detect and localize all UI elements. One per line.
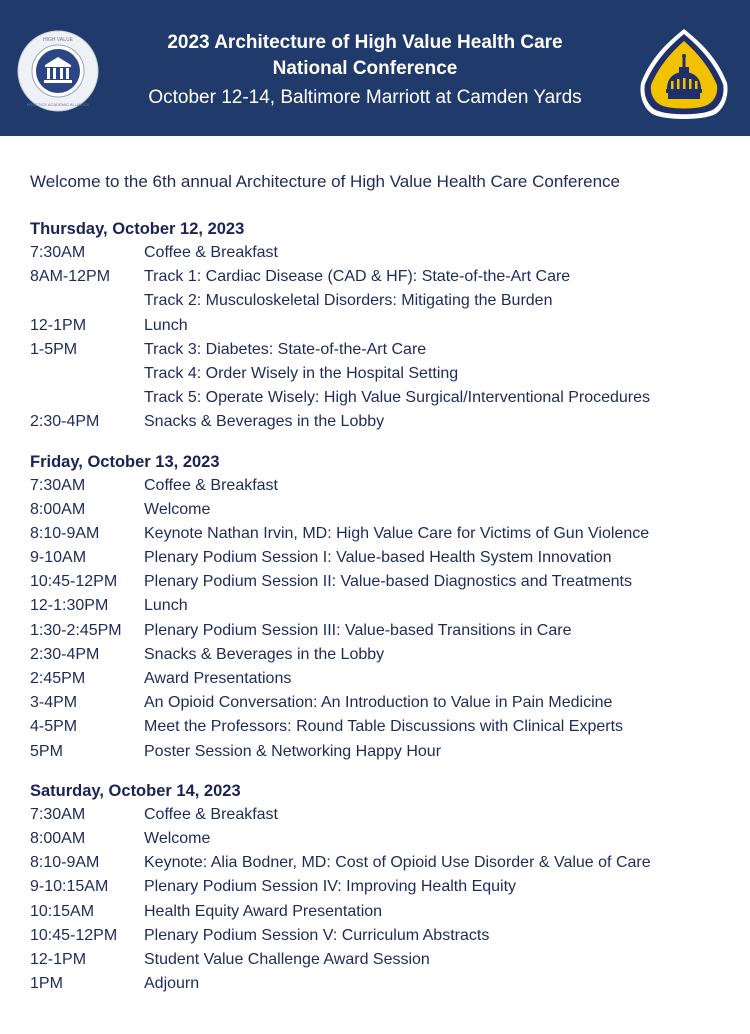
session-time: 7:30AM	[30, 476, 86, 494]
schedule-row	[30, 924, 735, 948]
schedule-row	[30, 410, 735, 434]
session-title: Plenary Podium Session I: Value-based Health System Innovation	[144, 549, 612, 567]
session-title: Lunch	[144, 316, 188, 334]
session-title: Coffee & Breakfast	[144, 244, 278, 261]
session-title: Award Presentations	[144, 670, 292, 687]
session-title: Coffee & Breakfast	[144, 476, 278, 494]
session-title: Plenary Podium Session IV: Improving Health Equity	[144, 878, 517, 896]
session-time: 8:10-9AM	[30, 524, 100, 542]
schedule-row	[30, 740, 735, 764]
session-title: Student Value Challenge Award Session	[144, 950, 430, 968]
schedule-row	[30, 265, 735, 289]
schedule-row	[30, 362, 735, 386]
session-time: 9-10:15AM	[30, 878, 109, 896]
schedule-row	[30, 241, 735, 265]
session-time: 10:45-12PM	[30, 573, 118, 591]
banner-title-line2: National Conference	[272, 58, 458, 79]
session-time	[30, 362, 144, 386]
session-time: 9-10AM	[30, 549, 87, 567]
schedule-row	[30, 900, 735, 924]
schedule-row	[30, 289, 735, 313]
session-time: 1PM	[30, 975, 63, 993]
schedule-row	[30, 803, 735, 827]
session-time	[30, 289, 144, 313]
session-title: Welcome	[144, 829, 211, 847]
session-title: Keynote: Alia Bodner, MD: Cost of Opioid Use Disorder & Value of Care	[144, 854, 651, 872]
session-title: Track 1: Cardiac Disease (CAD & HF): State-of-the-Art Care	[144, 268, 571, 286]
schedule-row	[30, 827, 735, 851]
schedule-row	[30, 667, 735, 691]
schedule-row	[30, 643, 735, 667]
schedule-row	[30, 875, 735, 899]
session-time: 7:30AM	[30, 805, 86, 823]
session-time: 7:30AM	[30, 244, 86, 261]
high-value-practice-logo-icon	[17, 30, 99, 112]
schedule-row	[30, 522, 735, 546]
schedule-row	[30, 691, 735, 715]
schedule-row	[30, 851, 735, 875]
session-time: 10:45-12PM	[30, 926, 118, 944]
logo-text-top: HIGH VALUE	[43, 37, 73, 43]
session-time	[30, 386, 144, 410]
session-title: Plenary Podium Session II: Value-based Diagnostics and Treatments	[144, 573, 632, 591]
schedule-row	[30, 338, 735, 362]
schedule-row	[30, 594, 735, 618]
session-title: Adjourn	[144, 975, 200, 993]
session-title: Track 4: Order Wisely in the Hospital Setting	[144, 364, 459, 382]
schedule-row	[30, 619, 735, 643]
session-time: 2:45PM	[30, 670, 86, 687]
session-time: 12-1:30PM	[30, 597, 109, 615]
session-title: Meet the Professors: Round Table Discussions with Clinical Experts	[144, 718, 624, 736]
session-title: Track 2: Musculoskeletal Disorders: Mitigating the Burden	[144, 292, 553, 310]
session-title: Poster Session & Networking Happy Hour	[144, 742, 442, 760]
schedule-row	[30, 474, 735, 498]
day-heading: Thursday, October 12, 2023	[30, 220, 245, 238]
session-title: Plenary Podium Session V: Curriculum Abstracts	[144, 926, 490, 944]
session-time: 8:10-9AM	[30, 854, 100, 872]
session-time: 12-1PM	[30, 950, 87, 968]
session-title: Track 5: Operate Wisely: High Value Surgical/Interventional Procedures	[144, 389, 651, 407]
session-time: 8:00AM	[30, 500, 86, 518]
schedule-row	[30, 498, 735, 522]
session-title: Snacks & Beverages in the Lobby	[144, 645, 385, 663]
header-banner	[0, 0, 750, 136]
session-time: 1-5PM	[30, 340, 78, 358]
banner-title-line1: 2023 Architecture of High Value Health Care	[167, 32, 563, 53]
welcome-text: Welcome to the 6th annual Architecture of High Value Health Care Conference	[30, 172, 620, 191]
day-heading: Friday, October 13, 2023	[30, 452, 220, 471]
schedule-row	[30, 948, 735, 972]
session-time: 12-1PM	[30, 316, 87, 334]
day-section	[30, 450, 735, 764]
schedule	[30, 217, 735, 1011]
logo-text-bottom: PRACTICE ACADEMIC ALLIANCE	[26, 102, 90, 107]
schedule-row	[30, 386, 735, 410]
session-time: 2:30-4PM	[30, 645, 100, 663]
session-title: Lunch	[144, 597, 188, 615]
session-title: Snacks & Beverages in the Lobby	[144, 413, 385, 431]
schedule-row	[30, 546, 735, 570]
schedule-row	[30, 715, 735, 739]
day-section	[30, 217, 735, 435]
schedule-row	[30, 314, 735, 338]
session-time: 10:15AM	[30, 902, 95, 920]
session-title: An Opioid Conversation: An Introduction to Value in Pain Medicine	[144, 694, 613, 712]
session-title: Health Equity Award Presentation	[144, 902, 383, 920]
session-time: 4-5PM	[30, 718, 78, 736]
session-time: 1:30-2:45PM	[30, 621, 122, 639]
session-time: 5PM	[30, 742, 63, 760]
session-time: 8AM-12PM	[30, 268, 111, 286]
session-title: Coffee & Breakfast	[144, 805, 278, 823]
banner-subtitle: October 12-14, Baltimore Marriott at Camden Yards	[148, 87, 582, 108]
session-time: 8:00AM	[30, 829, 86, 847]
session-title: Track 3: Diabetes: State-of-the-Art Care	[144, 340, 427, 358]
schedule-row	[30, 570, 735, 594]
day-section	[30, 779, 735, 997]
day-heading: Saturday, October 14, 2023	[30, 781, 241, 800]
session-time: 3-4PM	[30, 694, 78, 712]
session-time: 2:30-4PM	[30, 413, 100, 431]
session-title: Keynote Nathan Irvin, MD: High Value Care for Victims of Gun Violence	[144, 524, 650, 542]
schedule-row	[30, 972, 735, 996]
session-title: Welcome	[144, 500, 211, 518]
banner-text	[105, 30, 625, 113]
johns-hopkins-shield-icon	[637, 27, 731, 125]
session-title: Plenary Podium Session III: Value-based Transitions in Care	[144, 621, 572, 639]
